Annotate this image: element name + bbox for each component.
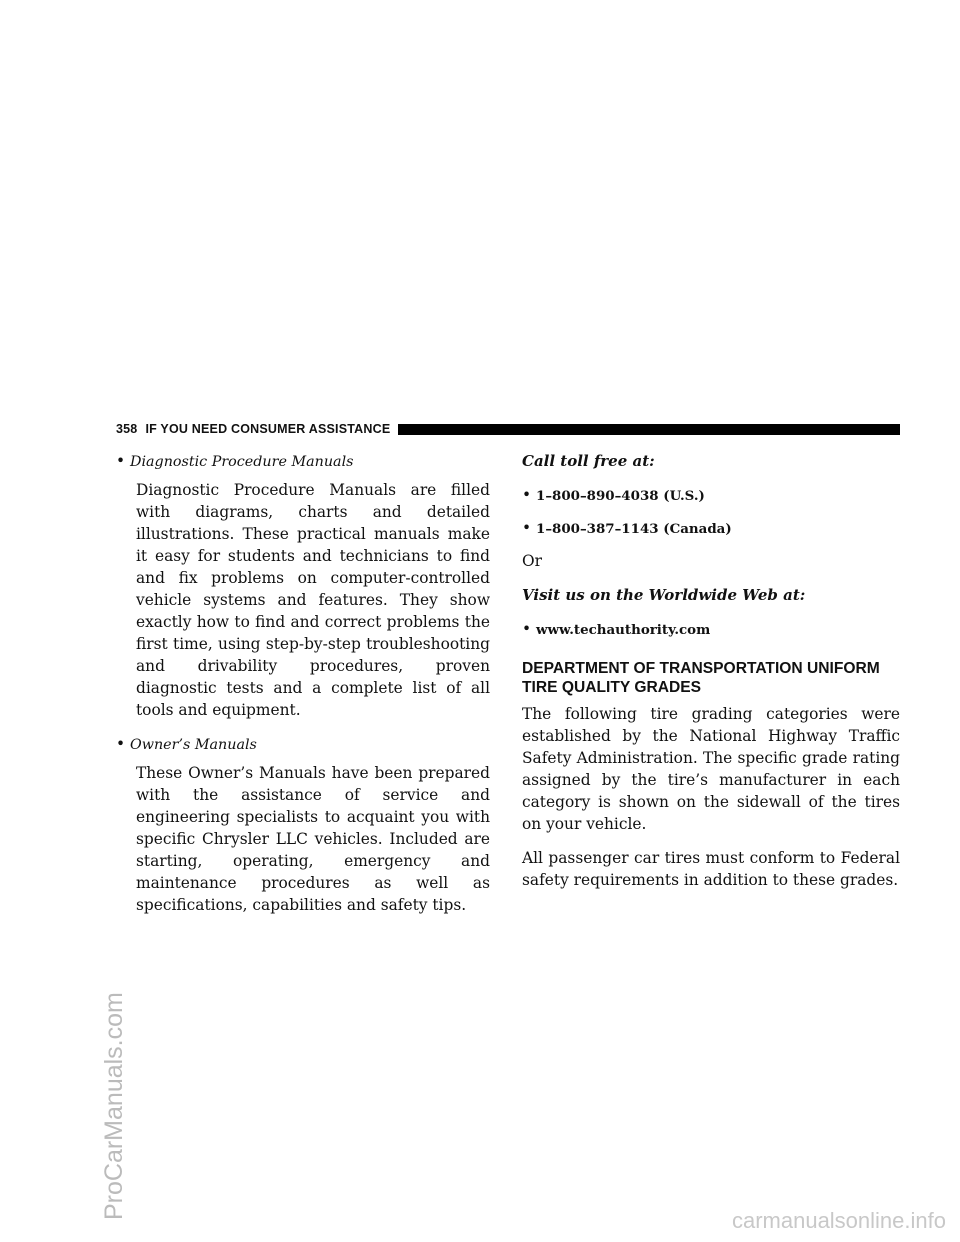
right-column bbox=[522, 450, 900, 903]
bullet-icon: • bbox=[116, 735, 126, 753]
footer-watermark: carmanualsonline.info bbox=[731, 1208, 946, 1233]
bullet-item-owners-manuals bbox=[116, 733, 490, 756]
call-label: Call toll free at: bbox=[522, 452, 655, 470]
phone-item-us bbox=[522, 484, 900, 507]
bullet-icon: • bbox=[522, 519, 532, 537]
side-watermark: ProCarManuals.com bbox=[100, 992, 128, 1220]
phone-number: 1–800–387–1143 (Canada) bbox=[536, 521, 732, 537]
phone-number: 1–800–890–4038 (U.S.) bbox=[536, 488, 705, 504]
bullet-icon: • bbox=[522, 620, 532, 638]
phone-item-canada bbox=[522, 517, 900, 540]
bullet-icon: • bbox=[116, 452, 126, 470]
header-rule bbox=[398, 424, 900, 435]
bullet-icon: • bbox=[522, 486, 532, 504]
owners-manuals-description: These Owner’s Manuals have been prepared with the assistance of service and engineering specialists to acquaint you with specific Chrysler LLC vehicles. Included are starting, operating, emergency and maintenance procedures as well as specifications, capabilities and safety tips. bbox=[136, 764, 490, 914]
diagnostic-manuals-description: Diagnostic Procedure Manuals are filled with diagrams, charts and detailed illustrations. These practical manuals make it easy for students and technicians to find and fix problems on computer-controlled vehicle systems and features. They show exactly how to find and correct problems the first time, using step-by-step troubleshooting and drivability procedures, proven diagnostic tests and a complete list of all tools and equipment. bbox=[136, 481, 490, 719]
web-label: Visit us on the Worldwide Web at: bbox=[522, 586, 806, 604]
federal-safety-paragraph: All passenger car tires must conform to Federal safety requirements in addition to these grades. bbox=[522, 849, 900, 889]
section-running-title: IF YOU NEED CONSUMER ASSISTANCE bbox=[145, 422, 391, 436]
bullet-heading: Diagnostic Procedure Manuals bbox=[130, 454, 354, 470]
section-heading-line: DEPARTMENT OF TRANSPORTATION UNIFORM bbox=[522, 660, 880, 677]
page-number: 358 bbox=[116, 422, 138, 436]
left-column bbox=[116, 450, 490, 928]
web-url: www.techauthority.com bbox=[536, 622, 711, 638]
section-heading-line: TIRE QUALITY GRADES bbox=[522, 679, 702, 696]
tire-grading-paragraph: The following tire grading categories were established by the National Highway Traffic Safety Administration. The specific grade rating assigned by the tire’s manufacturer in each category is shown on the sidewall of the tires on your vehicle. bbox=[522, 705, 900, 833]
or-text: Or bbox=[522, 552, 542, 570]
web-item bbox=[522, 618, 900, 641]
bullet-heading: Owner’s Manuals bbox=[130, 737, 257, 753]
bullet-item-diagnostic-manuals bbox=[116, 450, 490, 473]
page-header bbox=[116, 420, 900, 438]
section-heading bbox=[522, 659, 900, 697]
